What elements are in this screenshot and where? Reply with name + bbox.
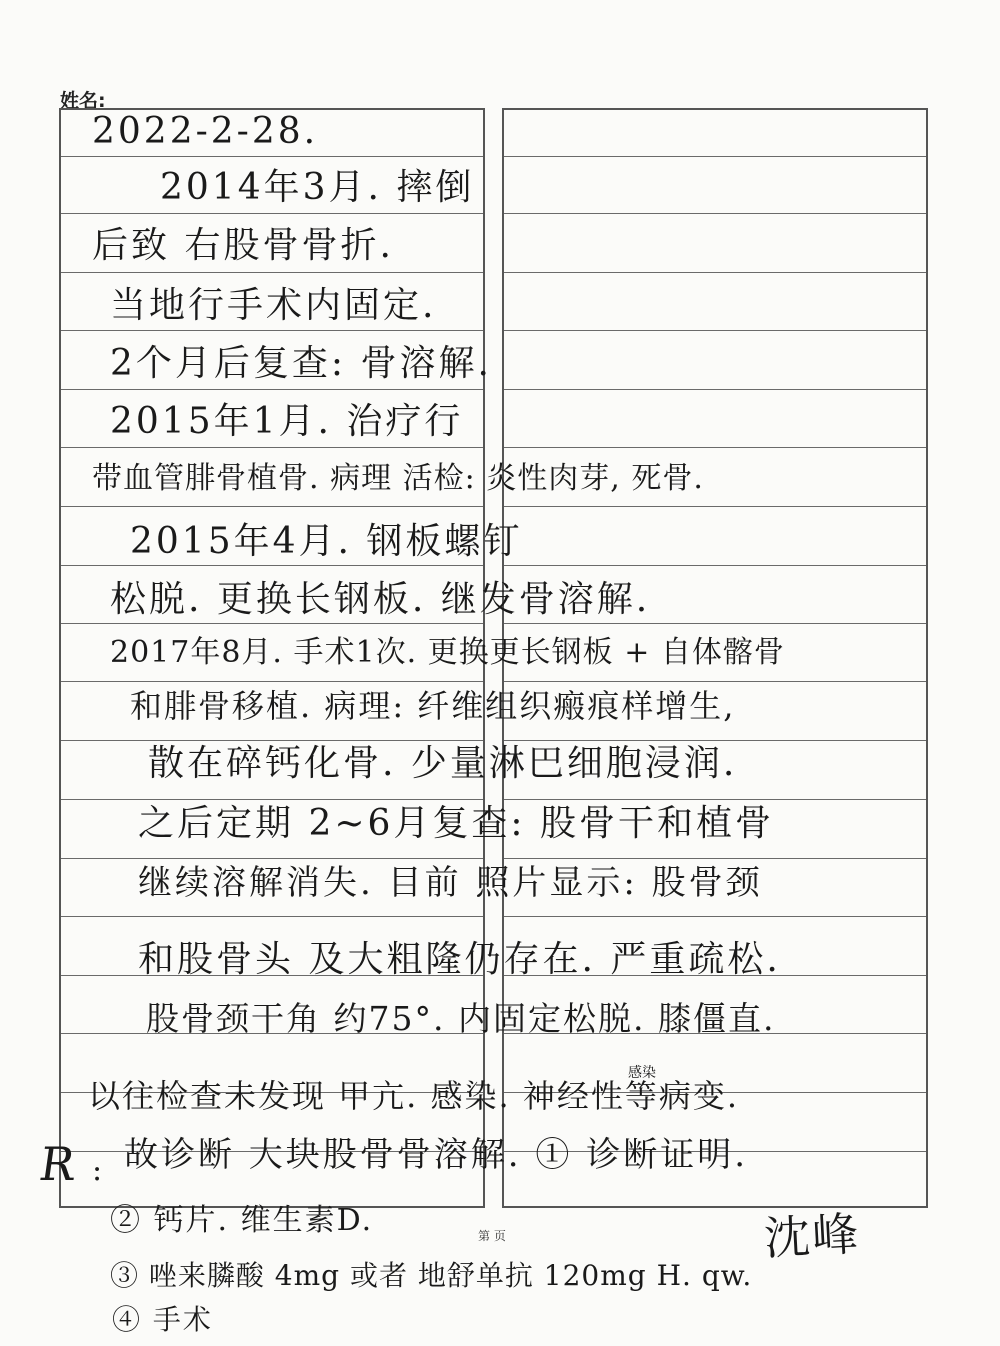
name-label: 姓名: (60, 90, 106, 112)
ruled-line (61, 272, 483, 273)
note-line: 后致 右股骨骨折. (92, 225, 394, 266)
rx-item: ② 钙片. 维生素D. (110, 1203, 374, 1238)
rx-symbol: R (36, 1137, 79, 1191)
note-superscript: 感染 (628, 1065, 656, 1081)
ruled-line (504, 799, 926, 800)
ruled-line (61, 916, 483, 917)
note-line: 2015年1月. 治疗行 (110, 401, 464, 442)
note-line: 松脱. 更换长钢板. 继发骨溶解. (110, 579, 651, 620)
ruled-line (61, 506, 483, 507)
ruled-line (504, 389, 926, 390)
ruled-line (61, 565, 483, 566)
rx-item: ③ 唑来膦酸 4mg 或者 地舒单抗 120mg H. qw. (110, 1259, 753, 1292)
ruled-line (504, 565, 926, 566)
rx-item: ④ 手术 (112, 1303, 213, 1336)
ruled-line (504, 681, 926, 682)
note-line: 2022-2-28. (92, 111, 319, 152)
ruled-line (504, 740, 926, 741)
note-line: 带血管腓骨植骨. 病理 活检: 炎性肉芽, 死骨. (92, 461, 704, 496)
note-line: 和腓骨移植. 病理: 纤维组织瘢痕样增生, (130, 687, 736, 725)
note-line: 继续溶解消失. 目前 照片显示: 股骨颈 (138, 863, 763, 903)
ruled-line (61, 740, 483, 741)
note-line: 之后定期 2~6月复查: 股骨干和植骨 (138, 803, 774, 844)
note-line: 散在碎钙化骨. 少量淋巴细胞浸润. (148, 743, 738, 784)
rx-colon: : (92, 1153, 103, 1188)
note-line: 2017年8月. 手术1次. 更换更长钢板 + 自体髂骨 (110, 635, 785, 670)
ruled-line (61, 858, 483, 859)
note-line: 故诊断 大块股骨骨溶解. ① 诊断证明. (124, 1135, 749, 1175)
ruled-line (504, 330, 926, 331)
doctor-signature: 沈峰 (762, 1206, 862, 1266)
ruled-line (504, 916, 926, 917)
note-line: 和股骨头 及大粗隆仍存在. 严重疏松. (138, 939, 781, 980)
note-line: 以往检查未发现 甲亢. 感染. 神经性等病变. (88, 1077, 740, 1115)
ruled-line (504, 623, 926, 624)
ruled-line (504, 858, 926, 859)
ruled-line (504, 156, 926, 157)
ruled-line (504, 506, 926, 507)
ruled-line (61, 681, 483, 682)
ruled-line (61, 213, 483, 214)
page-number-label: 第 页 (478, 1229, 506, 1243)
ruled-line (61, 623, 483, 624)
ruled-line (61, 330, 483, 331)
note-line: 2014年3月. 摔倒 (160, 167, 475, 208)
ruled-line (61, 156, 483, 157)
ruled-line (61, 799, 483, 800)
note-line: 当地行手术内固定. (110, 285, 437, 326)
note-line: 股骨颈干角 约75°. 内固定松脱. 膝僵直. (146, 999, 776, 1038)
ruled-line (504, 272, 926, 273)
ruled-line (504, 447, 926, 448)
note-line: 2个月后复查: 骨溶解. (110, 343, 492, 384)
ruled-line (61, 447, 483, 448)
note-line: 2015年4月. 钢板螺钉 (130, 521, 523, 562)
ruled-line (61, 389, 483, 390)
ruled-line (504, 213, 926, 214)
